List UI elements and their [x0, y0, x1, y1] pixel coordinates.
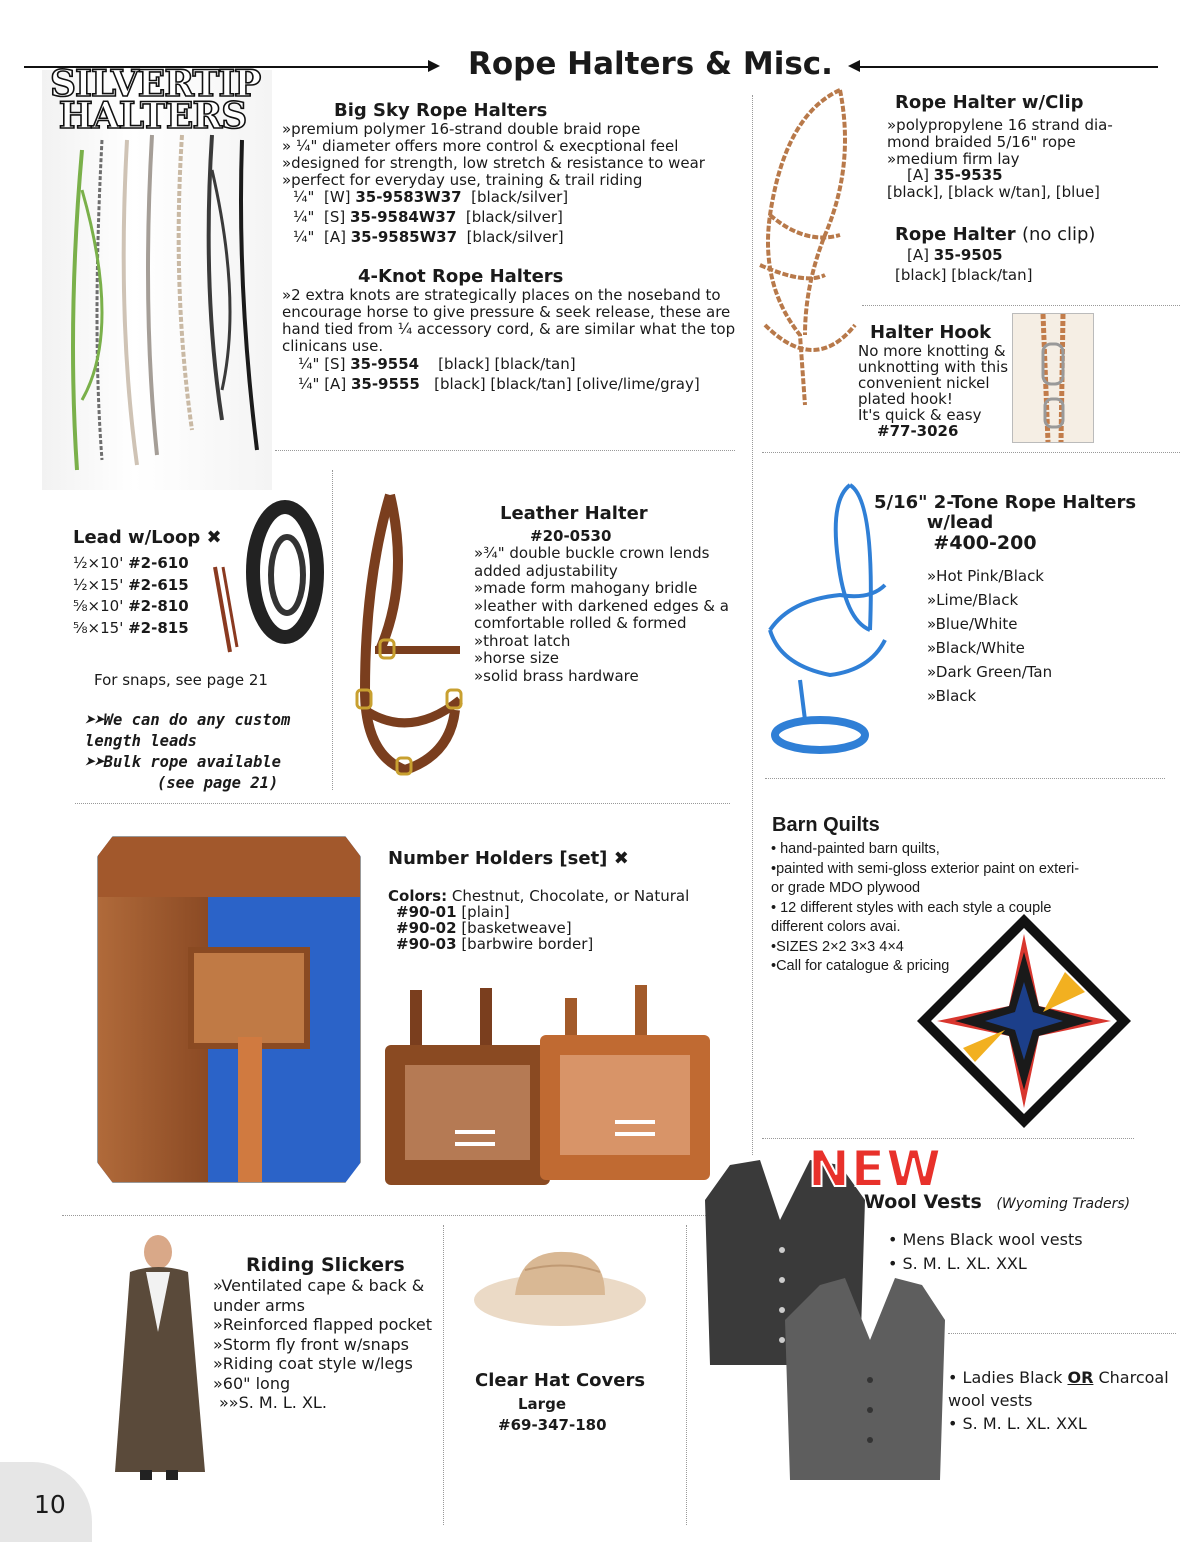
number-holders-photo	[380, 980, 715, 1195]
four-knot-item	[298, 354, 700, 374]
rope-noclip-sku: 35-9505	[933, 246, 1003, 264]
two-tone-color: »Black/White	[927, 639, 1025, 657]
wool-vests-brand: (Wyoming Traders)	[996, 1196, 1131, 1212]
slickers-line: »Storm fly front w/snaps	[213, 1334, 410, 1354]
barn-quilts-line: • hand-painted barn quilts,	[771, 841, 940, 857]
four-knot-title: 4-Knot Rope Halters	[358, 266, 564, 287]
divider	[862, 305, 1180, 306]
leather-halter-line: »solid brass hardware	[474, 666, 639, 685]
size: ¼"	[293, 188, 315, 206]
color: [black/silver]	[471, 188, 569, 206]
ladies-vests-text	[948, 1366, 1169, 1435]
rope-clip-bullet: »polypropylene 16 strand dia-	[887, 116, 1113, 134]
rope-clip-bullet: »medium firm lay	[887, 150, 1020, 168]
number-holder-item	[396, 904, 593, 920]
lead-items	[73, 553, 189, 639]
barn-quilts-line: or grade MDO plywood	[771, 880, 921, 896]
rope-clip-bullet: mond braided 5/16" rope	[887, 133, 1076, 151]
color: [black/silver]	[465, 208, 563, 226]
rope-clip-title: Rope Halter w/Clip	[895, 92, 1084, 113]
halter-hook-line: unknotting with this	[858, 358, 1009, 376]
hat-illustration	[470, 1240, 652, 1335]
divider	[75, 803, 730, 804]
barn-quilts-line: different colors avai.	[771, 919, 901, 935]
halter-hook-line: convenient nickel	[858, 374, 990, 392]
header-arrow-right	[858, 66, 1158, 68]
leather-halter-sku: #20-0530	[530, 527, 612, 545]
lead-item	[73, 618, 189, 640]
number-holders-illustration	[380, 980, 715, 1195]
four-knot-line: »2 extra knots are strategically places on the noseband to	[282, 286, 721, 304]
leather-halter-text	[474, 545, 729, 685]
rope-noclip-title	[895, 224, 1095, 245]
color: [black/silver]	[466, 228, 564, 246]
code: [S]	[324, 208, 346, 226]
barn-quilts-line: •painted with semi-gloss exterior paint on exteri-	[771, 860, 1080, 877]
leather-halter-line: »horse size	[474, 649, 559, 667]
lead-custom-note	[85, 710, 290, 794]
page-number: 10	[34, 1490, 66, 1519]
slicker-man-illustration	[110, 1232, 210, 1482]
custom-text: length leads	[85, 732, 197, 750]
two-tone-color: »Hot Pink/Black	[927, 567, 1044, 585]
halter-hook-line: plated hook!	[858, 390, 953, 408]
sku: #2-815	[128, 618, 189, 637]
lead-title	[73, 527, 222, 548]
size: ¼"	[293, 208, 315, 226]
custom-text: (see page 21)	[157, 774, 279, 792]
sku: 35-9555	[350, 375, 420, 393]
barn-quilts-title: Barn Quilts	[772, 814, 880, 836]
leather-halter-line: added adjustability	[474, 561, 618, 580]
four-knot-item	[298, 374, 700, 394]
hat-cover-photo	[470, 1240, 652, 1335]
sku: 35-9554	[350, 355, 420, 373]
custom-text: We can do any custom	[103, 711, 291, 729]
custom-line	[85, 752, 290, 773]
code: [W]	[324, 188, 351, 206]
two-tone-color: »Dark Green/Tan	[927, 663, 1053, 681]
slickers-line: »Ventilated cape & back &	[213, 1276, 425, 1295]
mens-vests-text	[888, 1228, 1083, 1276]
ladies-line	[948, 1366, 1169, 1389]
size: ⅝×15'	[73, 618, 124, 637]
four-knot-line: hand tied from ¼ accessory cord, & are similar what the top	[282, 320, 736, 338]
rope-noclip-sku-line	[907, 247, 1003, 264]
code: [A]	[324, 228, 346, 246]
slicker-photo	[110, 1232, 210, 1482]
two-tone-title-2: w/lead	[926, 512, 994, 533]
big-sky-item	[293, 187, 568, 207]
custom-line	[85, 710, 290, 731]
halter-hook-title: Halter Hook	[870, 322, 992, 343]
slickers-line: »»S. M. L. XL.	[219, 1393, 327, 1412]
lead-rope-illustration	[205, 497, 330, 657]
wool-vests-title	[864, 1191, 1130, 1213]
two-tone-color: »Blue/White	[927, 615, 1018, 633]
hook-illustration	[1013, 314, 1093, 442]
size: ½×15'	[73, 575, 124, 594]
divider	[762, 1138, 1134, 1139]
sku: #90-01	[396, 903, 457, 921]
leather-halter-line: »made form mahogany bridle	[474, 579, 698, 597]
rope-clip-colors: [black], [black w/tan], [blue]	[887, 183, 1100, 201]
sku: #2-615	[128, 575, 189, 594]
two-tone-title	[874, 492, 1137, 554]
rope-clip-sku: 35-9535	[933, 166, 1003, 184]
hat-covers-title: Clear Hat Covers	[475, 1370, 646, 1391]
lead-item	[73, 575, 189, 597]
rope-clip-bullets	[887, 117, 1113, 168]
sku: #90-02	[396, 919, 457, 937]
leather-halter-illustration	[335, 490, 475, 780]
big-sky-bullet: »designed for strength, low stretch & resistance to wear	[282, 154, 705, 172]
custom-line	[85, 773, 290, 794]
barn-quilts-line: •SIZES 2×2 3×3 4×4	[771, 938, 904, 955]
two-tone-colors	[927, 564, 1052, 708]
slickers-line: »Riding coat style w/legs	[213, 1354, 413, 1373]
divider	[332, 470, 333, 790]
divider	[62, 1215, 722, 1216]
slickers-line: »Reinforced flapped pocket	[213, 1315, 432, 1334]
not-available-icon: ✖	[613, 848, 629, 869]
lead-title-text: Lead w/Loop	[73, 527, 201, 548]
hat-covers-sku: #69-347-180	[498, 1416, 607, 1434]
sku: 35-9585W37	[350, 228, 458, 246]
four-knot-text	[282, 287, 735, 355]
four-knot-line: encourage horse to give pressure & seek release, these are	[282, 303, 731, 321]
colors: [black] [black/tan]	[438, 355, 576, 373]
custom-text: Bulk rope available	[103, 753, 281, 771]
four-knot-line: clinicans use.	[282, 337, 384, 355]
ladies-or: OR	[1067, 1368, 1094, 1387]
double-arrow-icon: ➤➤	[85, 753, 104, 771]
mens-line: • Mens Black wool vests	[888, 1230, 1083, 1249]
slickers-text	[213, 1276, 432, 1413]
header-arrowhead-left	[428, 60, 440, 72]
wool-vests-title-text: Wool Vests	[864, 1191, 982, 1213]
desc: [barbwire border]	[461, 935, 594, 953]
prefix: ¼" [S]	[298, 355, 346, 373]
sku: #90-03	[396, 935, 457, 953]
divider	[948, 1333, 1176, 1334]
big-sky-bullet: »premium polymer 16-strand double braid rope	[282, 120, 641, 138]
hat-covers-size: Large	[518, 1395, 566, 1413]
leather-halter-title: Leather Halter	[500, 503, 648, 524]
size: ¼"	[293, 228, 315, 246]
two-tone-title-1: 5/16" 2-Tone Rope Halters	[874, 492, 1137, 513]
barn-quilts-line: • 12 different styles with each style a couple	[771, 899, 1052, 916]
big-sky-bullet: »perfect for everyday use, training & trail riding	[282, 171, 643, 189]
logo-line-1: SILVERTIP	[50, 63, 261, 105]
big-sky-item	[293, 207, 568, 227]
rope-noclip-suffix: (no clip)	[1021, 224, 1096, 245]
leather-halter-line: comfortable rolled & formed	[474, 614, 687, 632]
colors-value: Chestnut, Chocolate, or Natural	[451, 887, 690, 905]
four-knot-items	[298, 354, 700, 394]
rope-noclip-colors: [black] [black/tan]	[895, 266, 1033, 284]
big-sky-bullet: » ¼" diameter offers more control & execptional feel	[282, 137, 679, 155]
lead-item	[73, 553, 189, 575]
holder-strap	[238, 1037, 262, 1182]
ladies-post: Charcoal	[1093, 1368, 1169, 1387]
holder-on-saddle	[188, 947, 310, 1049]
big-sky-item	[293, 227, 568, 247]
barn-quilts-line: •Call for catalogue & pricing	[771, 958, 950, 974]
ladies-pre: • Ladies Black	[948, 1368, 1068, 1387]
halter-hook-line: It's quick & easy	[858, 406, 982, 424]
saddle-photo	[97, 836, 361, 1183]
number-holder-item	[396, 936, 593, 952]
lead-snaps-note: For snaps, see page 21	[94, 671, 268, 689]
size: ⅝×10'	[73, 597, 124, 615]
divider	[762, 452, 1180, 453]
sku: #2-810	[128, 597, 189, 615]
big-sky-bullets	[282, 121, 705, 189]
barn-quilt-photo	[915, 912, 1133, 1130]
new-badge: NEW	[808, 1140, 943, 1198]
colors: [black] [black/tan] [olive/lime/gray]	[434, 375, 700, 393]
leather-halter-line: »throat latch	[474, 631, 571, 650]
rope-clip-sku-line	[907, 167, 1003, 184]
big-sky-items	[293, 187, 568, 247]
quilt-star-illustration	[915, 912, 1133, 1130]
slickers-line: »60" long	[213, 1373, 291, 1393]
two-tone-color: »Lime/Black	[927, 591, 1019, 609]
rope-noclip-sku-prefix: [A]	[907, 246, 929, 264]
halter-hook-sku: #77-3026	[877, 422, 959, 440]
silvertip-logo	[50, 63, 261, 137]
slickers-line: under arms	[213, 1295, 305, 1315]
halter-hook-photo	[1012, 313, 1094, 443]
big-sky-title: Big Sky Rope Halters	[334, 100, 548, 121]
halter-hook-line: No more knotting &	[858, 342, 1006, 360]
number-holders-title	[388, 848, 629, 869]
divider	[275, 450, 735, 451]
prefix: ¼" [A]	[298, 375, 347, 393]
mens-line: • S. M. L. XL. XXL	[888, 1254, 1027, 1273]
ladies-line: wool vests	[948, 1391, 1033, 1410]
logo-line-2: HALTERS	[58, 95, 247, 137]
rope-noclip-title-text: Rope Halter	[895, 224, 1016, 245]
sku: #2-610	[128, 554, 189, 572]
saddle-top	[98, 837, 360, 897]
two-tone-sku: #400-200	[933, 532, 1037, 554]
leather-halter-photo	[335, 490, 475, 780]
colors-label: Colors:	[388, 887, 448, 905]
divider	[443, 1225, 444, 1525]
ladies-line: • S. M. L. XL. XXL	[948, 1414, 1087, 1433]
lead-item	[73, 596, 189, 618]
number-holders-title-text: Number Holders [set]	[388, 848, 608, 869]
custom-line	[85, 731, 290, 752]
size: ½×10'	[73, 554, 124, 572]
double-arrow-icon: ➤➤	[85, 711, 104, 729]
rope-clip-sku-prefix: [A]	[907, 166, 929, 184]
number-holders-items	[396, 904, 593, 952]
two-tone-color: »Black	[927, 687, 977, 705]
leather-halter-line: »leather with darkened edges & a	[474, 596, 729, 615]
desc: [basketweave]	[461, 919, 572, 937]
divider	[686, 1225, 687, 1525]
desc: [plain]	[461, 903, 510, 921]
page-title: Rope Halters & Misc.	[468, 46, 833, 82]
sku: 35-9584W37	[350, 208, 457, 226]
number-holder-item	[396, 920, 593, 936]
slickers-title: Riding Slickers	[246, 1254, 405, 1276]
sku: 35-9583W37	[355, 188, 462, 206]
lead-photo	[205, 497, 330, 657]
halter-hook-text	[858, 343, 1008, 423]
leather-halter-line: »¾" double buckle crown lends	[474, 544, 710, 562]
not-available-icon: ✖	[206, 527, 222, 548]
divider	[765, 778, 1165, 779]
